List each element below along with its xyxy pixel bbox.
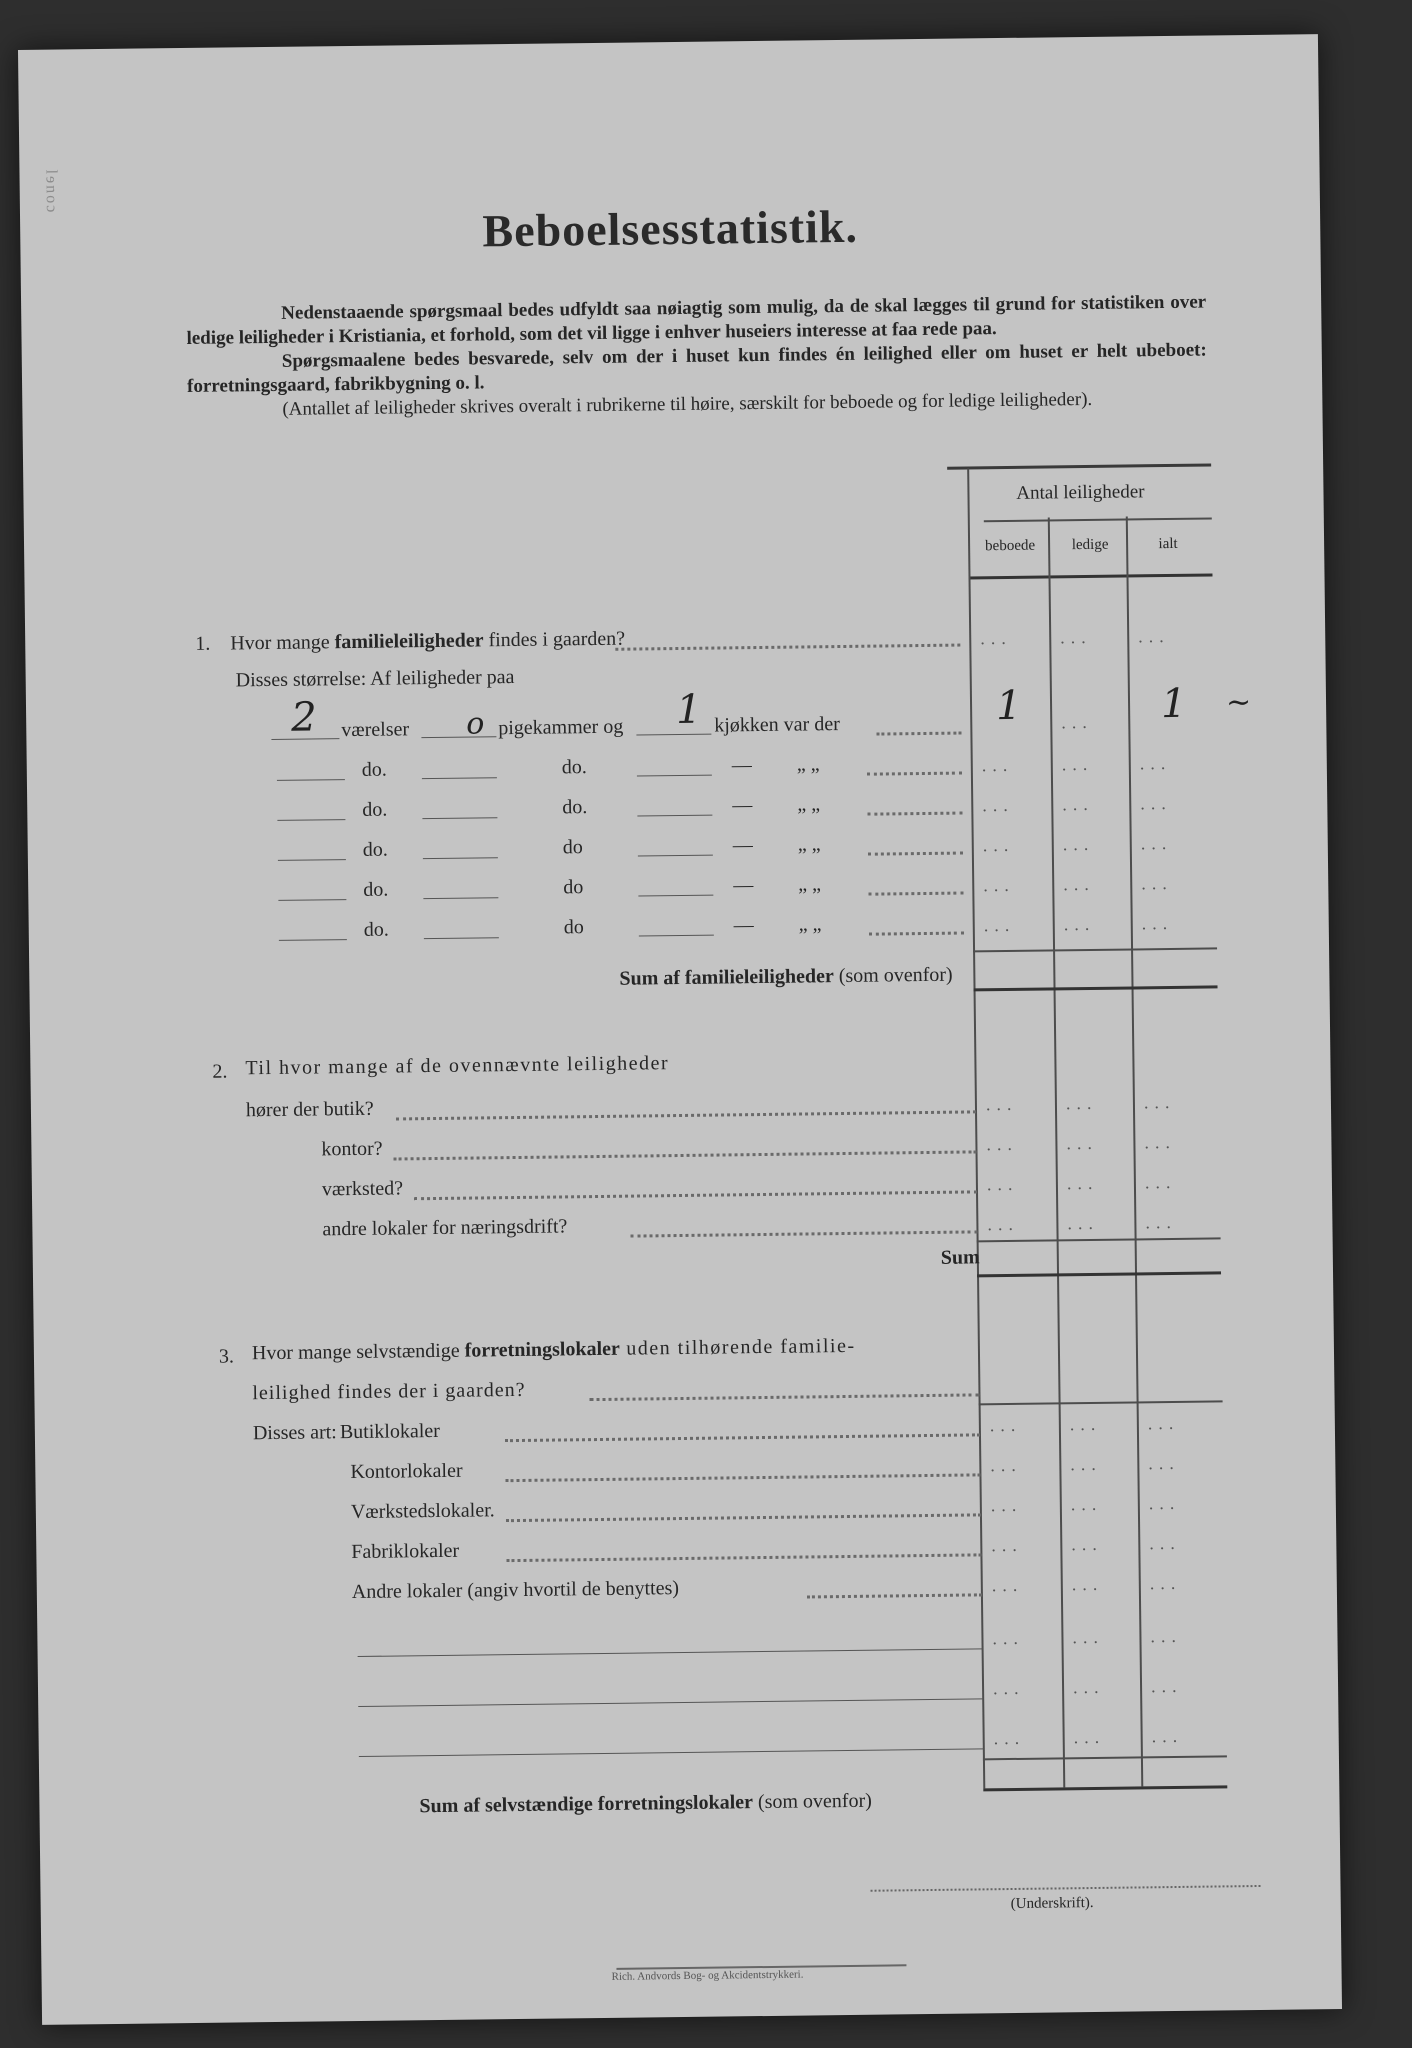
intro-paragraph-1: Nedenstaaende spørgsmaal bedes udfyldt saa nøiagtig som mulig, da de skal lægges til grund for statistiken over ledige leiligheder i Kristiania, et forhold, som det vil ligge i enhver huseiers interesse at faa rede paa.	[186, 291, 1207, 349]
ditto-mark: „ „	[796, 753, 820, 776]
row-leader	[505, 1473, 980, 1482]
row-leader	[505, 1433, 980, 1442]
q2-vaerksted: værksted?	[321, 1177, 404, 1201]
do-label: do.	[363, 878, 389, 901]
cell-dots: ...	[986, 1133, 1019, 1155]
cell-dots: ...	[1066, 1172, 1099, 1194]
do-label: do	[563, 916, 584, 939]
cell-dots: ...	[1148, 1452, 1180, 1474]
side-stamp: lɘnoɔ	[42, 169, 60, 215]
dash-mark: —	[732, 834, 753, 857]
cell-dots: ...	[1073, 1726, 1106, 1748]
row-leader	[414, 1190, 977, 1200]
table-header-rule	[984, 517, 1212, 522]
do-label: do.	[562, 796, 588, 819]
cell-dots: ...	[1148, 1492, 1181, 1514]
blank-line	[636, 734, 711, 736]
q3-item: Værkstedslokaler.	[350, 1499, 495, 1524]
cell-dots: ...	[1072, 1626, 1105, 1648]
size-label: Disses størrelse: Af leiligheder paa	[235, 665, 515, 692]
ditto-mark: „ „	[797, 793, 821, 816]
q1-sum-bottom-rule	[974, 985, 1218, 991]
cell-dots: ...	[1063, 873, 1095, 895]
table-col-divider-2	[1126, 516, 1144, 1786]
cell-dots: ...	[1061, 753, 1094, 775]
cell-dots: ...	[1070, 1453, 1102, 1475]
cell-dots: ...	[1140, 792, 1172, 814]
cell-dots: ...	[990, 1494, 1023, 1516]
q3-item: Andre lokaler (angiv hvortil de benyttes)	[351, 1577, 680, 1604]
cell-dots: ...	[981, 754, 1014, 776]
cell-dots: ...	[1067, 1212, 1100, 1234]
q3-art-label: Disses art:	[252, 1421, 337, 1445]
row-leader	[506, 1553, 981, 1562]
cell-dots: ...	[1071, 1533, 1103, 1555]
q2-sum-top-rule	[977, 1237, 1221, 1242]
blank-line	[279, 939, 347, 941]
do-label: do	[563, 876, 584, 899]
ditto-mark: „ „	[798, 873, 822, 896]
row-leader	[868, 892, 963, 896]
row-leader	[876, 732, 961, 736]
cell-dots: ...	[991, 1574, 1024, 1596]
q2-sum-bottom-rule	[977, 1271, 1221, 1277]
hw-ialt: 1	[1160, 680, 1187, 728]
blank-line	[637, 775, 712, 777]
do-label: do.	[362, 838, 388, 861]
q3-sum-bottom-rule	[983, 1785, 1227, 1791]
dash-mark: —	[733, 874, 754, 897]
dash-mark: —	[731, 754, 752, 777]
form-title: Beboelsesstatistik.	[482, 200, 859, 257]
q2-butik: hører der butik?	[245, 1097, 374, 1122]
cell-dots: ...	[1072, 1676, 1105, 1698]
cell-dots: ...	[1150, 1675, 1183, 1697]
cell-dots: ...	[1139, 752, 1172, 774]
col-beboede: beboede	[985, 537, 1036, 555]
intro-paragraph-2: Spørgsmaalene bedes besvarede, selv om der i huset kun findes én leilighed eller om huset er helt ubeboet: forretningsgaard, fabrikbygning o. l.	[186, 339, 1207, 397]
cell-dots: ...	[990, 1454, 1022, 1476]
signature-label: (Underskrift).	[1010, 1895, 1094, 1913]
do-label: do.	[561, 756, 587, 779]
cell-dots: ...	[1138, 625, 1170, 647]
q1-sum-top-rule	[973, 947, 1217, 952]
cell-dots: ...	[983, 914, 1016, 936]
cell-dots: ...	[1141, 872, 1173, 894]
table-header-bottom	[968, 573, 1212, 579]
q1-leader	[615, 644, 960, 651]
row-leader	[631, 1230, 978, 1237]
cell-dots: ...	[1061, 711, 1093, 733]
do-label: do	[562, 836, 583, 859]
blank-line	[422, 817, 497, 819]
blank-line	[278, 899, 346, 901]
blank-line	[639, 935, 714, 937]
cell-dots: ...	[1149, 1572, 1182, 1594]
q2-line1: Til hvor mange af de ovennævnte leiligheder	[245, 1052, 670, 1080]
cell-dots: ...	[1060, 626, 1092, 648]
table-left-border	[967, 468, 985, 1788]
cell-dots: ...	[1062, 793, 1094, 815]
q1-sum-label: Sum af familieleiligheder (som ovenfor)	[619, 963, 953, 990]
cell-dots: ...	[982, 794, 1014, 816]
cell-dots: ...	[989, 1414, 1022, 1436]
blank-line	[278, 859, 346, 861]
cell-dots: ...	[983, 874, 1015, 896]
do-label: do.	[362, 798, 388, 821]
cell-dots: ...	[1066, 1132, 1099, 1154]
cell-dots: ...	[987, 1213, 1020, 1235]
row-leader	[589, 1393, 979, 1401]
blank-line	[277, 779, 345, 781]
cell-dots: ...	[1150, 1625, 1183, 1647]
cell-dots: ...	[1144, 1131, 1177, 1153]
row-leader	[869, 932, 964, 936]
signature-line	[871, 1885, 1261, 1892]
cell-dots: ...	[1151, 1725, 1184, 1747]
table-col-divider-1	[1048, 517, 1066, 1787]
cell-dots: ...	[1062, 833, 1095, 855]
intro-paragraph-3: (Antallet af leiligheder skrives overalt i rubrikerne til høire, særskilt for beboede og for ledige leiligheder).	[282, 388, 1093, 420]
dash-mark: —	[732, 794, 753, 817]
intro-text	[186, 291, 1207, 423]
row-leader	[867, 812, 962, 816]
cell-dots: ...	[1147, 1412, 1180, 1434]
cell-dots: ...	[986, 1173, 1019, 1195]
cell-dots: ...	[1149, 1532, 1181, 1554]
blank-line	[423, 897, 498, 899]
cell-dots: ...	[1140, 832, 1173, 854]
row-leader	[868, 852, 963, 856]
dash-mark: —	[733, 914, 754, 937]
cell-dots: ...	[1141, 912, 1174, 934]
label-pigekammer: pigekammer og	[498, 715, 624, 740]
cell-dots: ...	[992, 1677, 1025, 1699]
table-top-rule	[947, 463, 1211, 469]
q3-header-rule	[979, 1400, 1223, 1405]
q2-number: 2.	[212, 1060, 228, 1083]
label-vaerelser: værelser	[341, 718, 410, 742]
blank-line	[358, 1698, 983, 1707]
hw-extra-mark: ~	[1225, 684, 1252, 721]
cell-dots: ...	[991, 1534, 1023, 1556]
blank-line	[637, 815, 712, 817]
row-leader	[807, 1593, 982, 1598]
label-kjokken: kjøkken var der	[714, 713, 840, 737]
ditto-mark: „ „	[798, 913, 822, 936]
cell-dots: ...	[982, 834, 1015, 856]
row-leader	[394, 1150, 977, 1160]
blank-line	[421, 736, 496, 738]
col-ialt: ialt	[1158, 535, 1178, 553]
cell-dots: ...	[993, 1727, 1026, 1749]
q3-line1: Hvor mange selvstændige forretningslokaler uden tilhørende familie-	[251, 1334, 856, 1365]
hw-pige: o	[466, 706, 485, 742]
q3-item: Butiklokaler	[339, 1419, 441, 1444]
hw-kjokken: 1	[675, 686, 702, 734]
blank-line	[424, 937, 499, 939]
col-ledige: ledige	[1071, 536, 1109, 554]
q1-number: 1.	[195, 632, 211, 655]
ditto-mark: „ „	[797, 833, 821, 856]
q3-item: Fabriklokaler	[351, 1539, 460, 1564]
blank-line	[359, 1748, 984, 1757]
table-header: Antal leiligheder	[1016, 481, 1145, 504]
q3-number: 3.	[218, 1345, 235, 1368]
q2-sum-label: Sum	[940, 1246, 980, 1269]
q3-item: Kontorlokaler	[350, 1459, 463, 1484]
q2-kontor: kontor?	[321, 1137, 383, 1161]
do-label: do.	[363, 918, 389, 941]
blank-line	[358, 1648, 983, 1657]
q3-sum-label: Sum af selvstændige forretningslokaler (som ovenfor)	[419, 1789, 872, 1818]
cell-dots: ...	[1070, 1493, 1103, 1515]
cell-dots: ...	[980, 627, 1012, 649]
form-page	[18, 34, 1342, 2025]
blank-line	[423, 857, 498, 859]
printer-imprint: Rich. Andvords Bog- og Akcidentstrykkeri.	[611, 1968, 804, 1983]
hw-rooms: 2	[290, 694, 317, 741]
blank-line	[422, 777, 497, 779]
row-leader	[396, 1110, 976, 1120]
cell-dots: ...	[1144, 1171, 1177, 1193]
cell-dots: ...	[985, 1093, 1018, 1115]
cell-dots: ...	[992, 1627, 1025, 1649]
q1-question: Hvor mange familieleiligheder findes i gaarden?	[230, 627, 626, 655]
q3-line2: leilighed findes der i gaarden?	[252, 1378, 526, 1405]
blank-line	[638, 855, 713, 857]
blank-line	[277, 819, 345, 821]
q2-andre: andre lokaler for næringsdrift?	[322, 1215, 568, 1241]
row-leader	[506, 1513, 981, 1522]
cell-dots: ...	[1145, 1211, 1178, 1233]
cell-dots: ...	[1065, 1092, 1098, 1114]
cell-dots: ...	[1143, 1091, 1176, 1113]
hw-beboede: 1	[995, 682, 1022, 730]
do-label: do.	[361, 758, 387, 781]
blank-line	[638, 895, 713, 897]
q3-sum-top-rule	[983, 1755, 1227, 1760]
cell-dots: ...	[1069, 1413, 1102, 1435]
cell-dots: ...	[1071, 1573, 1104, 1595]
cell-dots: ...	[1063, 913, 1096, 935]
row-leader	[867, 772, 962, 776]
